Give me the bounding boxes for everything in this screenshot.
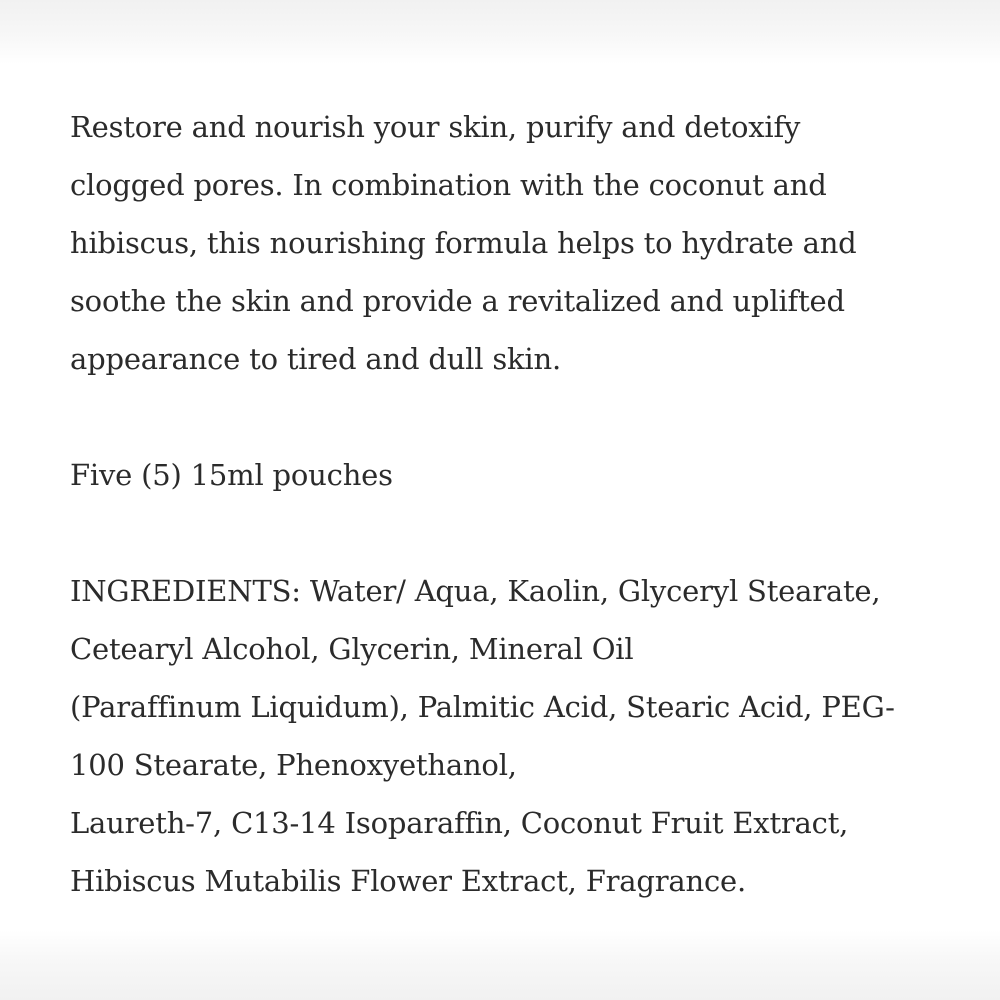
top-shadow-edge bbox=[0, 0, 1000, 64]
quantity-text: Five (5) 15ml pouches bbox=[70, 458, 393, 492]
paragraph-spacer bbox=[70, 504, 950, 562]
description-paragraph bbox=[70, 98, 950, 388]
ingredients-line: Laureth-7, C13-14 Isoparaffin, Coconut Fruit Extract, bbox=[70, 806, 849, 840]
ingredients-line: Cetearyl Alcohol, Glycerin, Mineral Oil bbox=[70, 632, 634, 666]
ingredients-line: Hibiscus Mutabilis Flower Extract, Fragrance. bbox=[70, 864, 746, 898]
paragraph-spacer bbox=[70, 388, 950, 446]
product-description-panel bbox=[70, 98, 950, 910]
description-line: soothe the skin and provide a revitalized and uplifted bbox=[70, 284, 845, 318]
description-line: clogged pores. In combination with the coconut and bbox=[70, 168, 827, 202]
description-line: hibiscus, this nourishing formula helps to hydrate and bbox=[70, 226, 857, 260]
description-line: appearance to tired and dull skin. bbox=[70, 342, 561, 376]
description-line: Restore and nourish your skin, purify and detoxify bbox=[70, 110, 801, 144]
bottom-shadow-edge bbox=[0, 930, 1000, 1000]
ingredients-line: (Paraffinum Liquidum), Palmitic Acid, Stearic Acid, PEG- bbox=[70, 690, 895, 724]
ingredients-line: 100 Stearate, Phenoxyethanol, bbox=[70, 748, 517, 782]
quantity-paragraph bbox=[70, 446, 950, 504]
ingredients-line: INGREDIENTS: Water/ Aqua, Kaolin, Glyceryl Stearate, bbox=[70, 574, 881, 608]
ingredients-paragraph bbox=[70, 562, 950, 910]
